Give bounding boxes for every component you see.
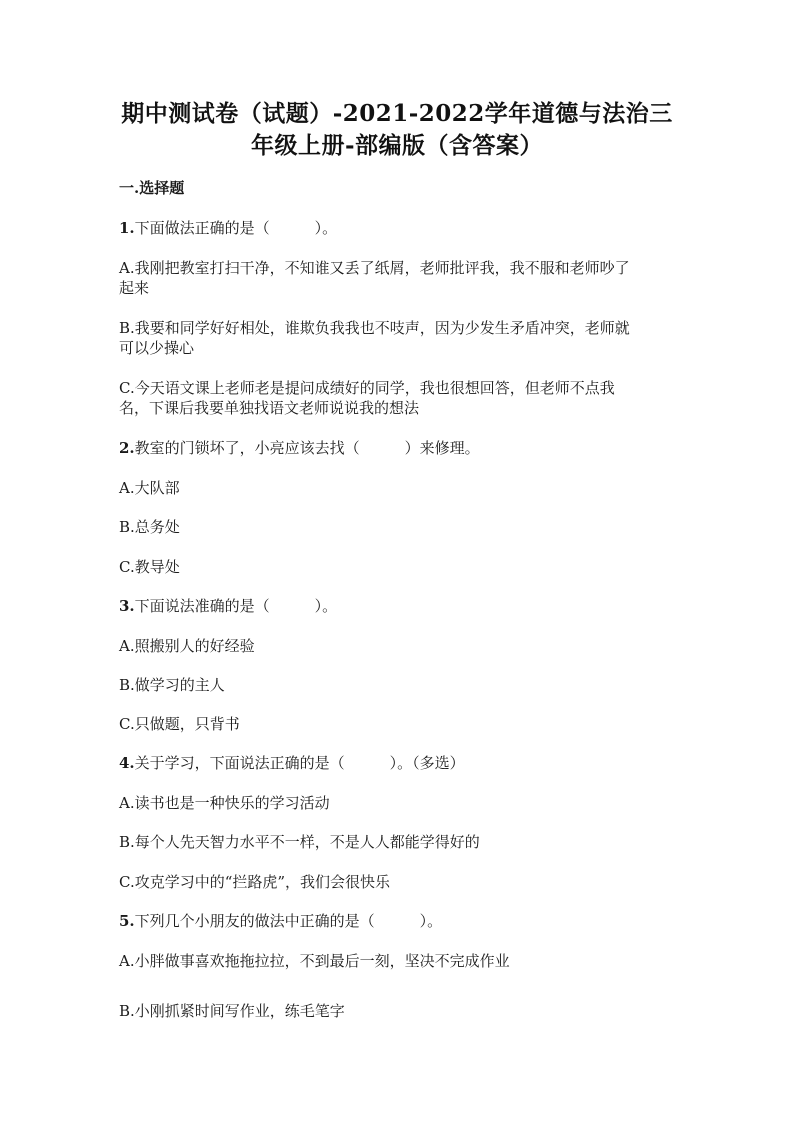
question-number: 3. — [119, 597, 135, 615]
question-text: 下列几个小朋友的做法中正确的是（ ）。 — [134, 912, 443, 930]
page-title-line-2: 年级上册-部编版（含答案） — [250, 132, 544, 159]
question-4-option-c: C.攻克学习中的“拦路虎”，我们会很快乐 — [119, 873, 391, 891]
question-5-stem — [119, 911, 442, 931]
question-5-option-a: A.小胖做事喜欢拖拖拉拉，不到最后一刻，坚决不完成作业 — [119, 952, 510, 970]
question-1-option-b-line-2: 可以少操心 — [119, 339, 195, 357]
question-text: 关于学习，下面说法正确的是（ ）。（多选） — [134, 754, 465, 772]
question-5-option-b: B.小刚抓紧时间写作业，练毛笔字 — [119, 1002, 345, 1020]
question-1-option-c-line-1: C.今天语文课上老师老是提问成绩好的同学，我也很想回答，但老师不点我 — [119, 379, 615, 397]
question-3-option-a: A.照搬别人的好经验 — [119, 637, 255, 655]
question-3-option-b: B.做学习的主人 — [119, 676, 225, 694]
question-number: 5. — [119, 912, 135, 930]
question-number: 1. — [119, 219, 135, 237]
question-3-option-c: C.只做题，只背书 — [119, 715, 240, 733]
question-3-stem — [119, 596, 337, 616]
question-2-option-b: B.总务处 — [119, 518, 180, 536]
question-number: 4. — [119, 754, 135, 772]
question-text: 教室的门锁坏了，小亮应该去找（ ）来修理。 — [134, 439, 480, 457]
question-4-stem — [119, 753, 465, 773]
question-number: 2. — [119, 439, 135, 457]
question-2-option-a: A.大队部 — [119, 479, 180, 497]
question-4-option-b: B.每个人先天智力水平不一样，不是人人都能学得好的 — [119, 833, 480, 851]
page-title-line-1: 期中测试卷（试题）-2021-2022学年道德与法治三 — [121, 100, 673, 127]
question-2-option-c: C.教导处 — [119, 558, 180, 576]
question-1-stem — [119, 218, 337, 238]
question-text: 下面做法正确的是（ ）。 — [134, 219, 338, 237]
question-2-stem — [119, 438, 480, 458]
section-heading: 一.选择题 — [119, 179, 185, 197]
question-1-option-b-line-1: B.我要和同学好好相处，谁欺负我我也不吱声，因为少发生矛盾冲突，老师就 — [119, 319, 630, 337]
question-text: 下面说法准确的是（ ）。 — [134, 597, 338, 615]
question-1-option-c-line-2: 名，下课后我要单独找语文老师说说我的想法 — [119, 399, 420, 417]
question-1-option-a-line-2: 起来 — [119, 279, 150, 297]
question-4-option-a: A.读书也是一种快乐的学习活动 — [119, 794, 330, 812]
question-1-option-a-line-1: A.我刚把教室打扫干净，不知谁又丢了纸屑，老师批评我，我不服和老师吵了 — [119, 259, 630, 277]
